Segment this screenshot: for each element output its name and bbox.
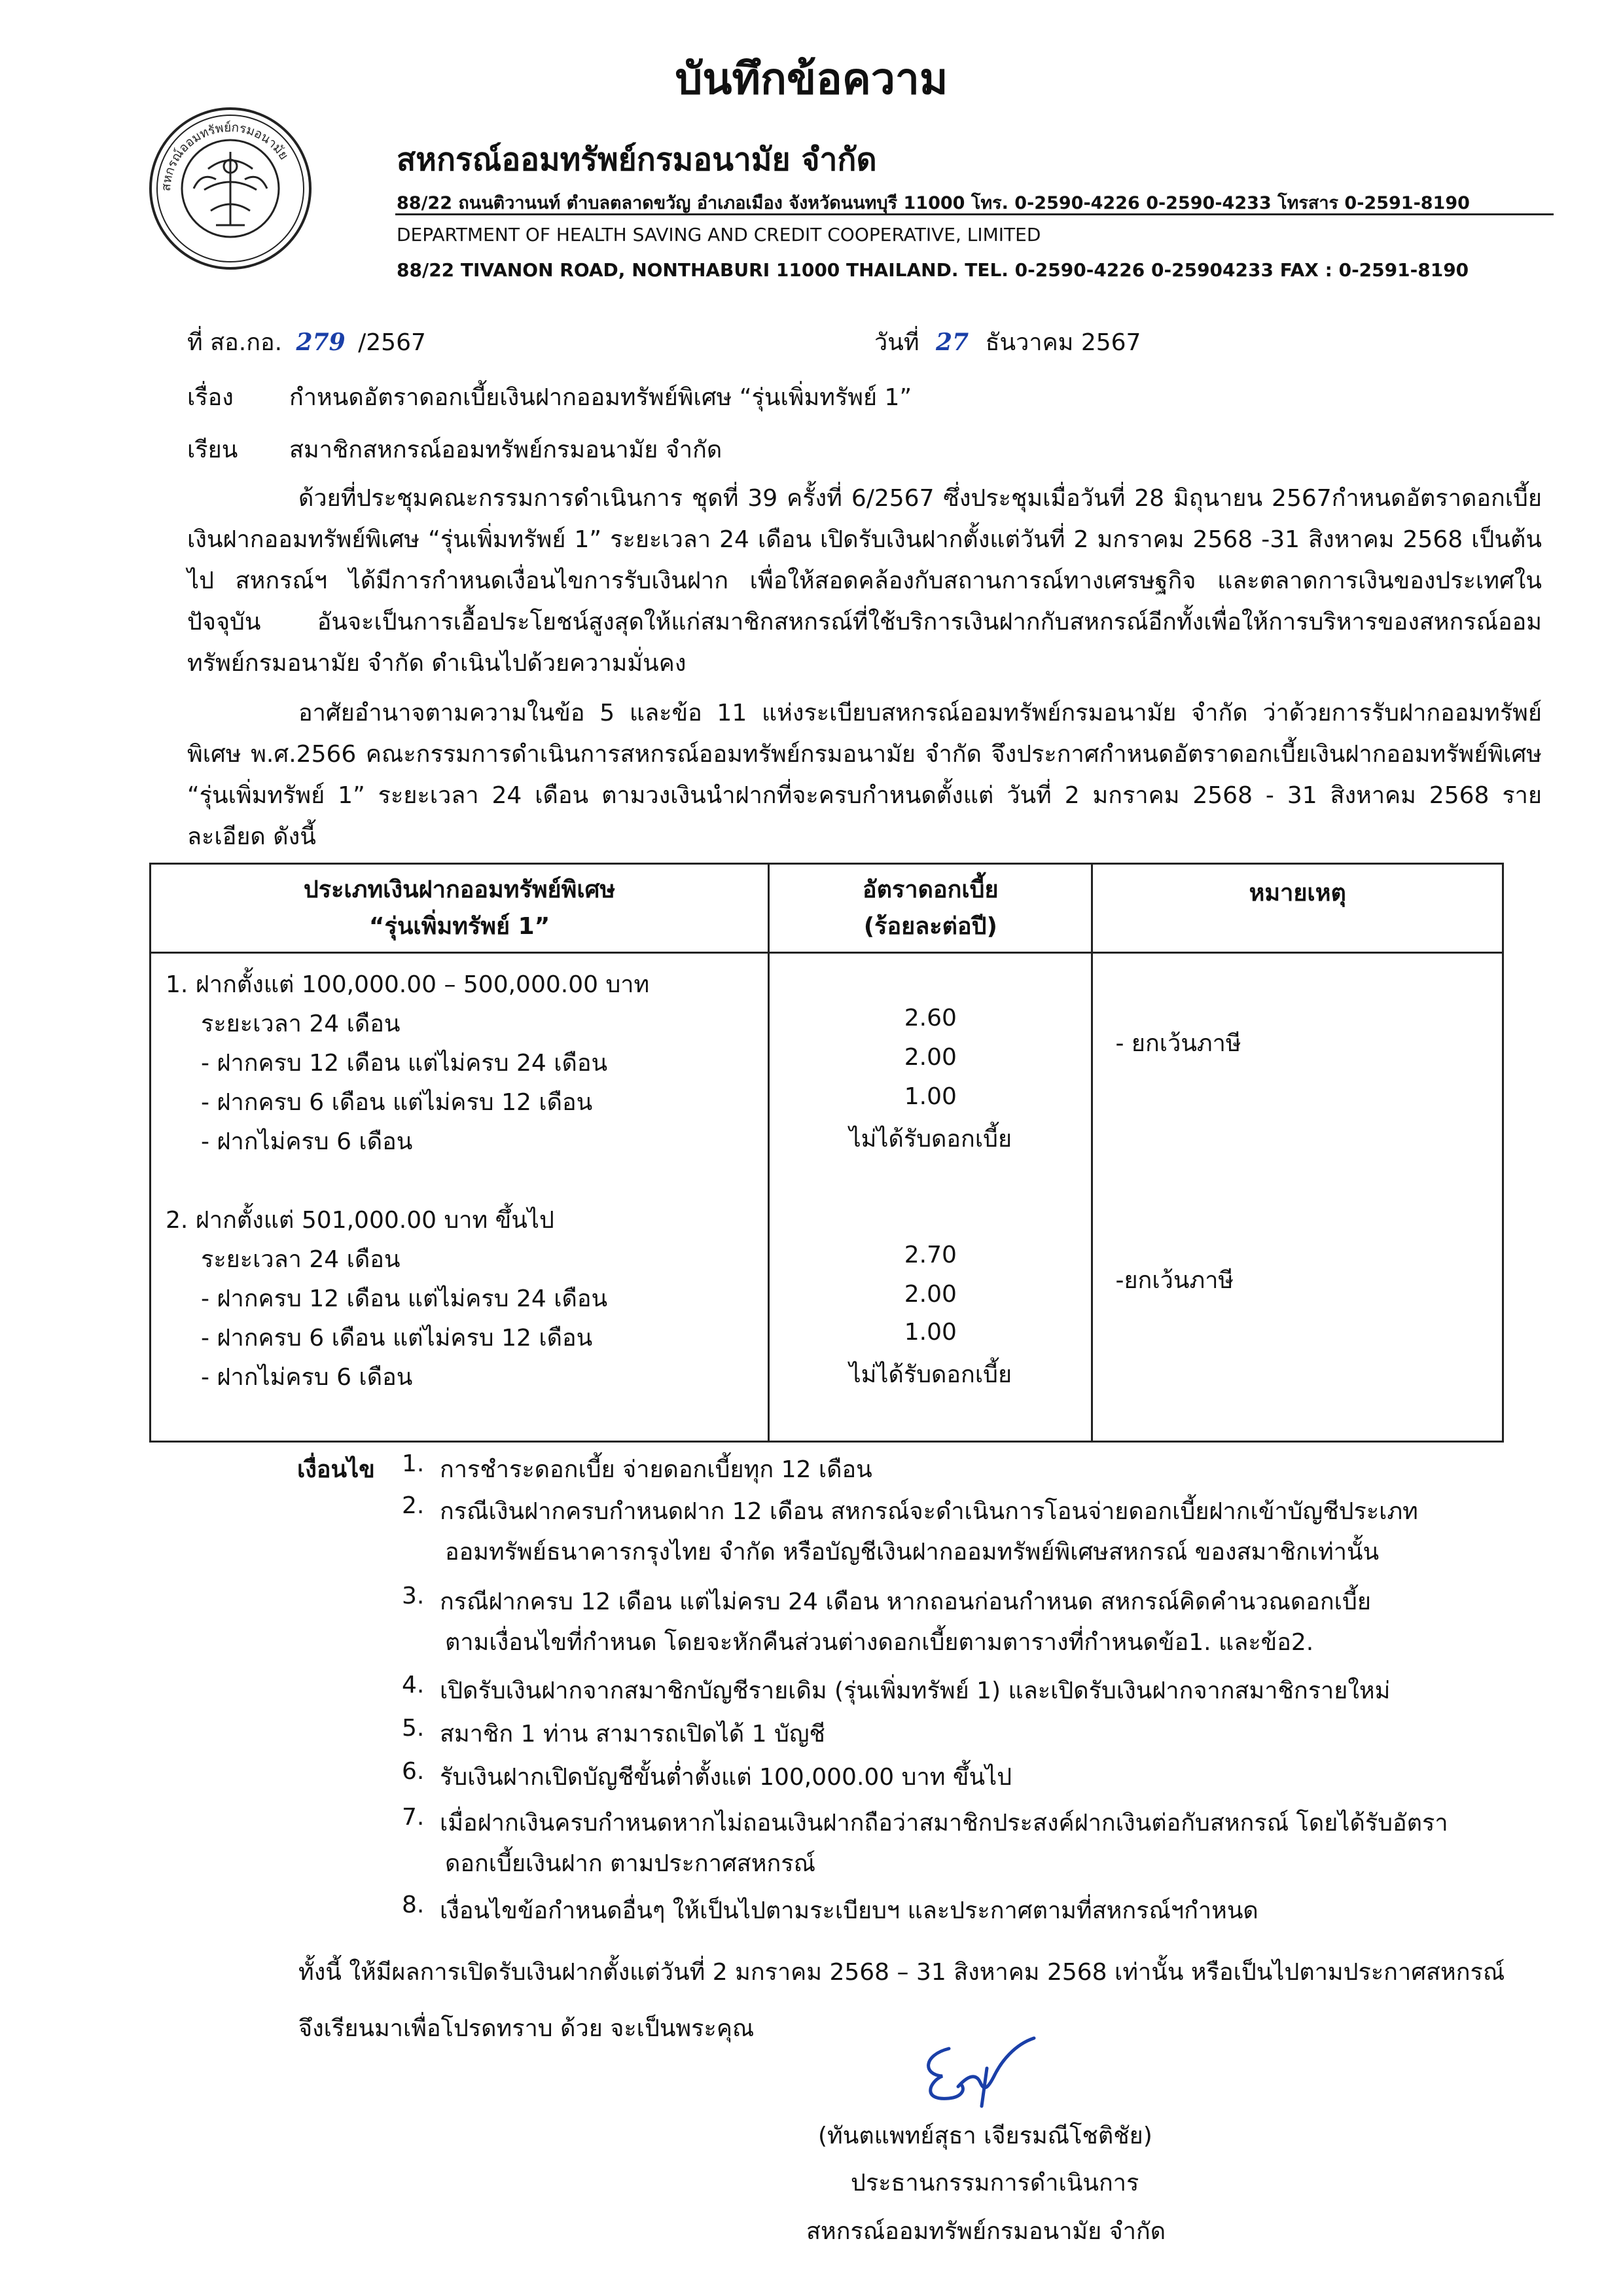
group1-title: 1. ฝากตั้งแต่ 100,000.00 – 500,000.00 บาท [166,971,650,998]
group1-rate: ไม่ได้รับดอกเบี้ย [849,1126,1012,1153]
header-deposit-type [151,864,769,953]
signatory-position: ประธานกรรมการดำเนินการ [851,2170,1139,2197]
group1-note: - ยกเว้นภาษี [1115,1030,1241,1057]
group2-rate: 2.00 [904,1281,957,1308]
deposit-type-cell [151,953,769,1442]
table-body-row [151,953,1503,1442]
recipient-label: เรียน [187,437,238,463]
condition-text: เงื่อนไขข้อกำหนดอื่นๆ ให้เป็นไปตามระเบียบฯ และประกาศตามที่สหกรณ์ฯกำหนด [440,1897,1258,1924]
group2-note: -ยกเว้นภาษี [1115,1267,1234,1294]
group1-item: ระยะเวลา 24 เดือน [201,1011,401,1037]
table-header-row [151,864,1503,953]
condition-text: สมาชิก 1 ท่าน สามารถเปิดได้ 1 บัญชี [440,1721,825,1748]
condition-text: กรณีเงินฝากครบกำหนดฝาก 12 เดือน สหกรณ์จะดำเนินการโอนจ่ายดอกเบี้ยฝากเข้าบัญชีประเภท [440,1498,1418,1525]
condition-text: เมื่อฝากเงินครบกำหนดหากไม่ถอนเงินฝากถือว่าสมาชิกประสงค์ฝากเงินต่อกับสหกรณ์ โดยได้รับอัตรา [440,1810,1448,1837]
effective-period-text: ทั้งนี้ ให้มีผลการเปิดรับเงินฝากตั้งแต่วันที่ 2 มกราคม 2568 – 31 สิงหาคม 2568 เท่านั้น หรือเป็นไปตามประกาศสหกรณ์ [298,1959,1505,1986]
reference-line [187,323,426,361]
recipient-text: สมาชิกสหกรณ์ออมทรัพย์กรมอนามัย จำกัด [289,437,722,463]
group2-rate: ไม่ได้รับดอกเบี้ย [849,1361,1012,1388]
cooperative-seal-logo [148,106,313,271]
condition-text-continued: ตามเงื่อนไขที่กำหนด โดยจะหักคืนส่วนต่างดอกเบี้ยตามตารางที่กำหนดข้อ1. และข้อ2. [445,1629,1314,1656]
condition-number: 3. [402,1583,425,1609]
condition-number: 7. [402,1804,425,1831]
address-thai: 88/22 ถนนติวานนท์ ตำบลตลาดขวัญ อำเภอเมือง จังหวัดนนทบุรี 11000 โทร. 0-2590-4226 0-2590-4233 โทรสาร 0-2591-8190 [397,193,1470,213]
document-title: บันทึกข้อความ [675,54,948,104]
group1-item: - ฝากครบ 12 เดือน แต่ไม่ครบ 24 เดือน [201,1050,608,1077]
reference-label: ที่ สอ.กอ. [187,329,283,356]
conditions-label: เงื่อนไข [297,1456,375,1483]
group1-item: - ฝากไม่ครบ 6 เดือน [201,1128,413,1155]
condition-text: รับเงินฝากเปิดบัญชีขั้นต่ำตั้งแต่ 100,000.00 บาท ขึ้นไป [440,1764,1012,1791]
date-day-handwritten: 27 [936,329,969,356]
group2-item: ระยะเวลา 24 เดือน [201,1246,401,1273]
org-name-thai: สหกรณ์ออมทรัพย์กรมอนามัย จำกัด [397,141,877,178]
date-label: วันที่ [874,329,919,356]
condition-text-continued: ดอกเบี้ยเงินฝาก ตามประกาศสหกรณ์ [445,1850,816,1877]
group1-rate: 2.60 [904,1005,957,1031]
reference-year: /2567 [358,329,426,356]
group2-item: - ฝากครบ 12 เดือน แต่ไม่ครบ 24 เดือน [201,1285,608,1312]
group2-rate: 2.70 [904,1242,957,1268]
handwritten-signature [903,2029,1047,2114]
signatory-name: (ทันตแพทย์สุธา เจียรมณีโชติชัย) [818,2123,1152,2149]
interest-rate-table [149,863,1504,1443]
group1-rate: 1.00 [904,1083,957,1110]
remarks-cell [1092,953,1503,1442]
paragraph-authority [187,692,1542,857]
signatory-organization: สหกรณ์ออมทรัพย์กรมอนามัย จำกัด [806,2218,1166,2245]
header-interest-rate-line2: (ร้อยละต่อปี) [863,912,997,940]
condition-text: กรณีฝากครบ 12 เดือน แต่ไม่ครบ 24 เดือน หากถอนก่อนกำหนด สหกรณ์คิดคำนวณดอกเบี้ย [440,1588,1371,1615]
org-name-english: DEPARTMENT OF HEALTH SAVING AND CREDIT COOPERATIVE, LIMITED [397,224,1041,245]
condition-text: เปิดรับเงินฝากจากสมาชิกบัญชีรายเดิม (รุ่นเพิ่มทรัพย์ 1) และเปิดรับเงินฝากจากสมาชิกรายใหม่ [440,1677,1391,1704]
interest-rate-cell [769,953,1092,1442]
header-divider [395,213,1554,215]
group2-item: - ฝากครบ 6 เดือน แต่ไม่ครบ 12 เดือน [201,1325,593,1352]
condition-number: 6. [402,1758,425,1785]
header-interest-rate-line1: อัตราดอกเบี้ย [863,876,999,903]
subject-text: กำหนดอัตราดอกเบี้ยเงินฝากออมทรัพย์พิเศษ “รุ่นเพิ่มทรัพย์ 1” [289,384,912,411]
condition-number: 2. [402,1492,425,1519]
closing-regards: จึงเรียนมาเพื่อโปรดทราบ ด้วย จะเป็นพระคุณ [298,2015,755,2042]
date-line [874,323,1141,361]
date-month-year: ธันวาคม 2567 [985,329,1141,356]
header-deposit-type-line2: “รุ่นเพิ่มทรัพย์ 1” [368,912,550,940]
condition-text: การชำระดอกเบี้ย จ่ายดอกเบี้ยทุก 12 เดือน [440,1456,872,1483]
paragraph-authority-text: อาศัยอำนาจตามความในข้อ 5 และข้อ 11 แห่งระเบียบสหกรณ์ออมทรัพย์กรมอนามัย จำกัด ว่าด้วยการรับฝากออมทรัพย์พิเศษ พ.ศ.2566 คณะกรรมการดำเนินการสหกรณ์ออมทรัพย์กรมอนามัย จำกัด จึงประกาศกำหนดอัตราดอกเบี้ยเงินฝากออมทรัพย์พิเศษ “รุ่นเพิ่มทรัพย์ 1” ระยะเวลา 24 เดือน ตามวงเงินนำฝากที่จะครบกำหนดตั้งแต่ วันที่ 2 มกราคม 2568 - 31 สิงหาคม 2568 รายละเอียด ดังนี้ [187,700,1542,850]
condition-number: 8. [402,1892,425,1918]
condition-number: 5. [402,1715,425,1742]
subject-label: เรื่อง [187,384,234,411]
paragraph-background [187,478,1542,684]
condition-number: 4. [402,1672,425,1698]
condition-number: 1. [402,1450,425,1477]
header-remarks: หมายเหตุ [1092,864,1503,953]
header-deposit-type-line1: ประเภทเงินฝากออมทรัพย์พิเศษ [303,876,616,903]
group2-rate: 1.00 [904,1319,957,1346]
condition-text-continued: ออมทรัพย์ธนาคารกรุงไทย จำกัด หรือบัญชีเงินฝากออมทรัพย์พิเศษสหกรณ์ ของสมาชิกเท่านั้น [445,1539,1380,1566]
group1-rate: 2.00 [904,1044,957,1071]
group1-item: - ฝากครบ 6 เดือน แต่ไม่ครบ 12 เดือน [201,1089,593,1116]
header-interest-rate [769,864,1092,953]
paragraph-background-text: ด้วยที่ประชุมคณะกรรมการดำเนินการ ชุดที่ 39 ครั้งที่ 6/2567 ซึ่งประชุมเมื่อวันที่ 28 มิถุนายน 2567กำหนดอัตราดอกเบี้ยเงินฝากออมทรัพย์พิเศษ “รุ่นเพิ่มทรัพย์ 1” ระยะเวลา 24 เดือน เปิดรับเงินฝากตั้งแต่วันที่ 2 มกราคม 2568 -31 สิงหาคม 2568 เป็นต้นไป สหกรณ์ฯ ได้มีการกำหนดเงื่อนไขการรับเงินฝาก เพื่อให้สอดคล้องกับสถานการณ์ทางเศรษฐกิจ และตลาดการเงินของประเทศในปัจจุบัน อันจะเป็นการเอื้อประโยชน์สูงสุดให้แก่สมาชิกสหกรณ์ที่ใช้บริการเงินฝากกับสหกรณ์อีกทั้งเพื่อให้การบริหารของสหกรณ์ออมทรัพย์กรมอนามัย จำกัด ดำเนินไปด้วยความมั่นคง [187,485,1542,677]
group2-item: - ฝากไม่ครบ 6 เดือน [201,1364,413,1391]
svg-text:สหกรณ์ออมทรัพย์กรมอนามัย: สหกรณ์ออมทรัพย์กรมอนามัย [158,120,291,192]
group2-title: 2. ฝากตั้งแต่ 501,000.00 บาท ขึ้นไป [166,1207,554,1234]
reference-number-handwritten: 279 [296,329,346,356]
address-english: 88/22 TIVANON ROAD, NONTHABURI 11000 THAILAND. TEL. 0-2590-4226 0-25904233 FAX : 0-2591-8190 [397,259,1469,281]
